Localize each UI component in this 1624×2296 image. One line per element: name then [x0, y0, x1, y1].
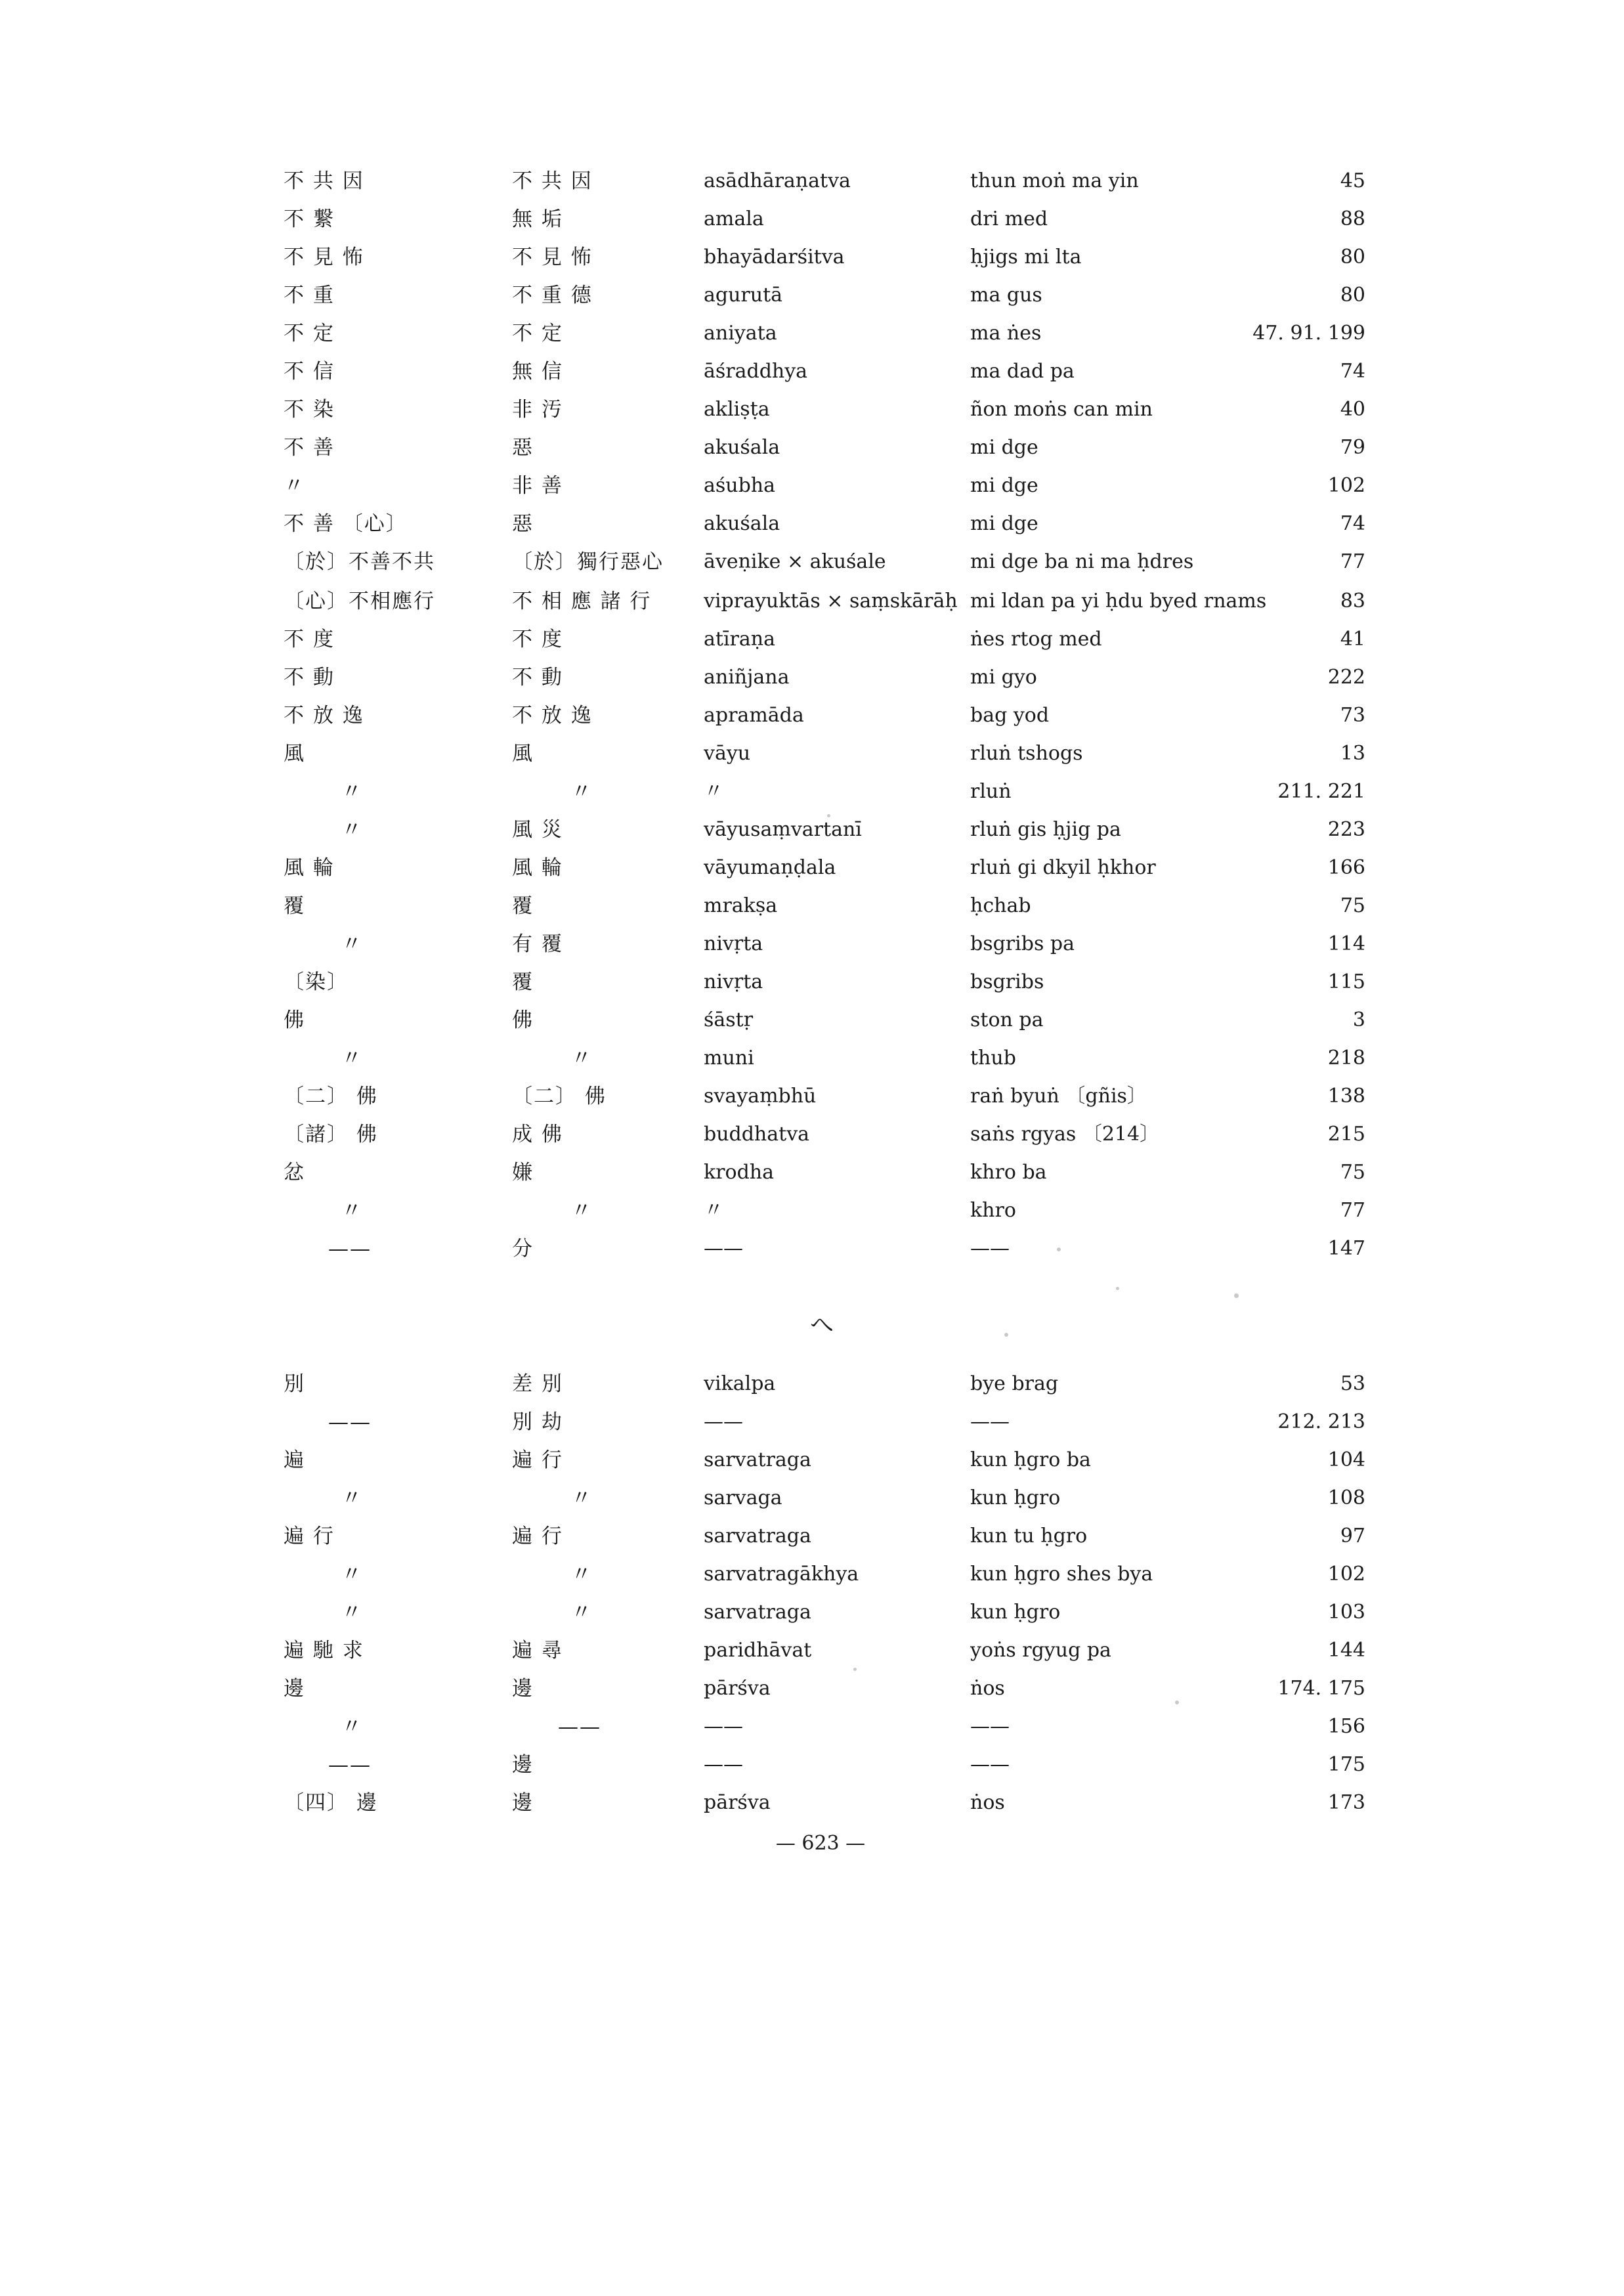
chinese-term-a: —— — [328, 1237, 372, 1261]
page-refs: 222 — [1327, 666, 1365, 689]
tibetan-term: rluṅ — [970, 780, 1012, 803]
page-refs: 223 — [1327, 818, 1365, 841]
sanskrit-term: nivṛta — [704, 970, 763, 993]
sanskrit-term: akuśala — [704, 436, 780, 459]
index-row — [0, 429, 1624, 466]
index-row — [0, 1670, 1624, 1707]
chinese-term-a: 不 度 — [284, 628, 335, 651]
sanskrit-term: aśubha — [704, 474, 776, 497]
chinese-term-b: 無 信 — [512, 360, 563, 383]
sanskrit-term: mrakṣa — [704, 894, 778, 917]
chinese-term-b: 有 覆 — [512, 932, 563, 956]
chinese-term-a: 〃 — [341, 1601, 363, 1624]
chinese-term-b: 〃 — [571, 1563, 593, 1586]
section-heading: へ — [810, 1312, 834, 1339]
chinese-term-b: 〃 — [571, 780, 593, 804]
page-refs: 74 — [1340, 512, 1365, 535]
tibetan-term: rluṅ gi dkyil ḥkhor — [970, 856, 1156, 879]
chinese-term-b: 〃 — [571, 1486, 593, 1510]
tibetan-term: ṅos — [970, 1677, 1005, 1700]
chinese-term-b: 不 共 因 — [512, 169, 593, 193]
tibetan-term: ston pa — [970, 1008, 1044, 1031]
chinese-term-a: 不 共 因 — [284, 169, 364, 193]
chinese-term-b: 不 相 應 諸 行 — [512, 590, 652, 613]
chinese-term-a: 〃 — [341, 1199, 363, 1223]
tibetan-term: thun moṅ ma yin — [970, 169, 1139, 192]
sanskrit-term: svayaṃbhū — [704, 1085, 817, 1108]
index-row — [0, 1366, 1624, 1402]
tibetan-term: thub — [970, 1047, 1016, 1070]
sanskrit-term: —— — [704, 1237, 743, 1260]
chinese-term-a: 不 染 — [284, 398, 335, 422]
page-refs: 3 — [1352, 1008, 1365, 1031]
page-refs: 75 — [1340, 894, 1365, 917]
page-refs: 104 — [1327, 1448, 1365, 1471]
index-row — [0, 1078, 1624, 1115]
index-row — [0, 1154, 1624, 1191]
chinese-term-a: —— — [328, 1410, 372, 1434]
chinese-term-b: 〔二〕 佛 — [512, 1085, 607, 1108]
index-row — [0, 735, 1624, 772]
chinese-term-b: 不 動 — [512, 666, 563, 689]
index-row — [0, 1040, 1624, 1077]
index-row — [0, 506, 1624, 542]
page-refs: 211. 221 — [1277, 780, 1365, 803]
index-row — [0, 544, 1624, 580]
chinese-term-a: 風 — [284, 742, 305, 766]
chinese-term-a: 〃 — [284, 474, 305, 498]
chinese-term-a: 不 見 怖 — [284, 246, 364, 269]
sanskrit-term: akliṣṭa — [704, 398, 770, 421]
chinese-term-b: 風 輪 — [512, 856, 563, 880]
index-row — [0, 697, 1624, 734]
chinese-term-b: 覆 — [512, 970, 534, 994]
index-row — [0, 1594, 1624, 1631]
sanskrit-term: viprayuktās × saṃskārāḥ — [704, 590, 958, 613]
chinese-term-b: 〃 — [571, 1199, 593, 1223]
index-row — [0, 621, 1624, 658]
chinese-term-a: 別 — [284, 1372, 305, 1396]
sanskrit-term: pārśva — [704, 1791, 771, 1814]
page-refs: 97 — [1340, 1525, 1365, 1548]
tibetan-term: —— — [970, 1753, 1010, 1776]
page-refs: 83 — [1340, 590, 1365, 613]
tibetan-term: kun ḥgro — [970, 1601, 1061, 1624]
scan-speck — [1004, 1333, 1008, 1337]
page-refs: 73 — [1340, 704, 1365, 727]
page-refs: 114 — [1327, 932, 1365, 955]
page-refs: 41 — [1340, 628, 1365, 651]
chinese-term-b: 〔於〕獨行惡心 — [512, 550, 664, 574]
index-row — [0, 163, 1624, 200]
index-row — [0, 1785, 1624, 1821]
tibetan-term: kun ḥgro shes bya — [970, 1563, 1153, 1586]
chinese-term-b: 分 — [512, 1237, 534, 1261]
chinese-term-a: 〃 — [341, 1047, 363, 1070]
page-refs: 103 — [1327, 1601, 1365, 1624]
sanskrit-term: krodha — [704, 1161, 774, 1184]
tibetan-term: rluṅ gis ḥjig pa — [970, 818, 1121, 841]
index-row — [0, 277, 1624, 314]
tibetan-term: ḥchab — [970, 894, 1031, 917]
page-refs: 102 — [1327, 474, 1365, 497]
tibetan-term: ma ṅes — [970, 322, 1042, 345]
page-refs: 175 — [1327, 1753, 1365, 1776]
sanskrit-term: —— — [704, 1753, 743, 1776]
index-row — [0, 850, 1624, 886]
chinese-term-a: 邊 — [284, 1677, 305, 1700]
index-row — [0, 1002, 1624, 1039]
tibetan-term: mi dge ba ni ma ḥdres — [970, 550, 1194, 573]
page-number: — 623 — — [775, 1832, 866, 1855]
tibetan-term: —— — [970, 1237, 1010, 1260]
page-refs: 47. 91. 199 — [1252, 322, 1365, 345]
page-refs: 215 — [1327, 1123, 1365, 1146]
index-row — [0, 1708, 1624, 1745]
sanskrit-term: nivṛta — [704, 932, 763, 955]
chinese-term-b: 佛 — [512, 1008, 534, 1032]
sanskrit-term: amala — [704, 207, 764, 230]
index-row — [0, 1746, 1624, 1783]
index-row — [0, 1404, 1624, 1440]
scan-speck — [1116, 1287, 1119, 1290]
index-row — [0, 773, 1624, 810]
page-refs: 174. 175 — [1277, 1677, 1365, 1700]
chinese-term-a: 風 輪 — [284, 856, 335, 880]
chinese-term-b: 無 垢 — [512, 207, 563, 231]
tibetan-term: yoṅs rgyug pa — [970, 1639, 1111, 1662]
page-refs: 144 — [1327, 1639, 1365, 1662]
page-refs: 218 — [1327, 1047, 1365, 1070]
tibetan-term: saṅs rgyas 〔214〕 — [970, 1123, 1160, 1146]
sanskrit-term: sarvatragākhya — [704, 1563, 859, 1586]
page-refs: 45 — [1340, 169, 1365, 192]
scan-speck — [1234, 1293, 1239, 1298]
tibetan-term: kun tu ḥgro — [970, 1525, 1088, 1548]
chinese-term-a: 忿 — [284, 1161, 305, 1184]
sanskrit-term: vāyumaṇḍala — [704, 856, 836, 879]
tibetan-term: bag yod — [970, 704, 1050, 727]
sanskrit-term: apramāda — [704, 704, 804, 727]
chinese-term-b: 嫌 — [512, 1161, 534, 1184]
page-refs: 173 — [1327, 1791, 1365, 1814]
sanskrit-term: asādhāraṇatva — [704, 169, 851, 192]
tibetan-term: bsgribs — [970, 970, 1044, 993]
tibetan-term: mi dge — [970, 436, 1038, 459]
tibetan-term: kun ḥgro — [970, 1486, 1061, 1509]
page-refs: 166 — [1327, 856, 1365, 879]
chinese-term-a: 不 動 — [284, 666, 335, 689]
sanskrit-term: bhayādarśitva — [704, 246, 845, 269]
chinese-term-a: 〔二〕 佛 — [284, 1085, 378, 1108]
sanskrit-term: aniyata — [704, 322, 777, 345]
chinese-term-a: 覆 — [284, 894, 305, 918]
tibetan-term: ṅes rtog med — [970, 628, 1102, 651]
chinese-term-a: 不 善 — [284, 436, 335, 460]
page-refs: 115 — [1327, 970, 1365, 993]
chinese-term-a: 遍 — [284, 1448, 305, 1472]
chinese-term-b: 〃 — [571, 1601, 593, 1624]
page-refs: 80 — [1340, 284, 1365, 307]
sanskrit-term: vikalpa — [704, 1372, 776, 1395]
chinese-term-a: 〃 — [341, 1715, 363, 1739]
index-row — [0, 1192, 1624, 1229]
chinese-term-a: 〔四〕 邊 — [284, 1791, 378, 1815]
chinese-term-a: 不 善 〔心〕 — [284, 512, 408, 536]
chinese-term-a: 〔染〕 — [284, 970, 349, 994]
sanskrit-term: sarvatraga — [704, 1601, 811, 1624]
chinese-term-b: 不 度 — [512, 628, 563, 651]
tibetan-term: kun ḥgro ba — [970, 1448, 1091, 1471]
chinese-term-a: 不 信 — [284, 360, 335, 383]
page-refs: 156 — [1327, 1715, 1365, 1738]
chinese-term-a: 遍 馳 求 — [284, 1639, 364, 1662]
page-refs: 102 — [1327, 1563, 1365, 1586]
chinese-term-b: 風 — [512, 742, 534, 766]
chinese-term-a: 不 繋 — [284, 207, 335, 231]
chinese-term-b: 邊 — [512, 1753, 534, 1777]
chinese-term-b: 差 別 — [512, 1372, 563, 1396]
chinese-term-a: 遍 行 — [284, 1525, 335, 1548]
chinese-term-b: 惡 — [512, 512, 534, 536]
chinese-term-b: 不 定 — [512, 322, 563, 345]
tibetan-term: khro — [970, 1199, 1016, 1222]
page-refs: 88 — [1340, 207, 1365, 230]
sanskrit-term: —— — [704, 1410, 743, 1433]
index-row — [0, 391, 1624, 428]
tibetan-term: dri med — [970, 207, 1048, 230]
chinese-term-a: 佛 — [284, 1008, 305, 1032]
chinese-term-b: 惡 — [512, 436, 534, 460]
chinese-term-b: 邊 — [512, 1677, 534, 1700]
tibetan-term: bye brag — [970, 1372, 1059, 1395]
sanskrit-term: āveṇike × akuśale — [704, 550, 886, 573]
index-row — [0, 1632, 1624, 1669]
sanskrit-term: vāyusaṃvartanī — [704, 818, 862, 841]
chinese-term-b: 〃 — [571, 1047, 593, 1070]
index-row — [0, 1556, 1624, 1593]
page-refs: 75 — [1340, 1161, 1365, 1184]
chinese-term-b: 非 汚 — [512, 398, 563, 422]
chinese-term-a: 〃 — [341, 1486, 363, 1510]
tibetan-term: mi gyo — [970, 666, 1037, 689]
chinese-term-a: 〃 — [341, 1563, 363, 1586]
tibetan-term: ñon moṅs can min — [970, 398, 1153, 421]
index-row — [0, 659, 1624, 696]
chinese-term-b: —— — [558, 1715, 601, 1739]
sanskrit-term: śāstṛ — [704, 1008, 754, 1031]
chinese-term-b: 不 見 怖 — [512, 246, 593, 269]
chinese-term-a: —— — [328, 1753, 372, 1777]
tibetan-term: rluṅ tshogs — [970, 742, 1083, 765]
chinese-term-b: 邊 — [512, 1791, 534, 1815]
page-refs: 77 — [1340, 550, 1365, 573]
index-row — [0, 353, 1624, 390]
index-row — [0, 1230, 1624, 1267]
chinese-term-a: 不 重 — [284, 284, 335, 307]
index-row — [0, 201, 1624, 238]
sanskrit-term: paridhāvat — [704, 1639, 812, 1662]
chinese-term-a: 〔於〕不善不共 — [284, 550, 435, 574]
sanskrit-term: atīraṇa — [704, 628, 775, 651]
index-row — [0, 812, 1624, 848]
chinese-term-b: 別 劫 — [512, 1410, 563, 1434]
tibetan-term: khro ba — [970, 1161, 1047, 1184]
page-refs: 80 — [1340, 246, 1365, 269]
chinese-term-b: 成 佛 — [512, 1123, 563, 1146]
page-refs: 53 — [1340, 1372, 1365, 1395]
chinese-term-a: 〃 — [341, 780, 363, 804]
index-row — [0, 1518, 1624, 1555]
index-row — [0, 964, 1624, 1001]
page-refs: 74 — [1340, 360, 1365, 383]
tibetan-term: bsgribs pa — [970, 932, 1075, 955]
chinese-term-b: 遍 行 — [512, 1448, 563, 1472]
tibetan-term: ma gus — [970, 284, 1042, 307]
sanskrit-term: buddhatva — [704, 1123, 810, 1146]
tibetan-term: —— — [970, 1410, 1010, 1433]
index-row — [0, 467, 1624, 504]
chinese-term-b: 覆 — [512, 894, 534, 918]
sanskrit-term: pārśva — [704, 1677, 771, 1700]
sanskrit-term: —— — [704, 1715, 743, 1738]
page-refs: 147 — [1327, 1237, 1365, 1260]
chinese-term-a: 〃 — [341, 818, 363, 842]
tibetan-term: mi ldan pa yi ḥdu byed rnams — [970, 590, 1267, 613]
chinese-term-b: 非 善 — [512, 474, 563, 498]
index-row — [0, 926, 1624, 963]
tibetan-term: ma dad pa — [970, 360, 1075, 383]
page-refs: 13 — [1340, 742, 1365, 765]
index-row — [0, 583, 1624, 620]
index-row — [0, 888, 1624, 924]
chinese-term-b: 不 重 德 — [512, 284, 593, 307]
sanskrit-term: sarvatraga — [704, 1448, 811, 1471]
chinese-term-a: 〔心〕不相應行 — [284, 590, 435, 613]
page-refs: 40 — [1340, 398, 1365, 421]
tibetan-term: ḥjigs mi lta — [970, 246, 1082, 269]
chinese-term-a: 〃 — [341, 932, 363, 956]
sanskrit-term: vāyu — [704, 742, 751, 765]
chinese-term-a: 不 定 — [284, 322, 335, 345]
page-refs: 79 — [1340, 436, 1365, 459]
tibetan-term: raṅ byuṅ 〔gñis〕 — [970, 1085, 1147, 1108]
index-row — [0, 1442, 1624, 1479]
index-row — [0, 1480, 1624, 1517]
sanskrit-term: aniñjana — [704, 666, 790, 689]
tibetan-term: —— — [970, 1715, 1010, 1738]
index-row — [0, 239, 1624, 276]
tibetan-term: mi dge — [970, 474, 1038, 497]
sanskrit-term: sarvaga — [704, 1486, 782, 1509]
index-row — [0, 315, 1624, 352]
sanskrit-term: 〃 — [704, 780, 723, 803]
sanskrit-term: 〃 — [704, 1199, 723, 1222]
chinese-term-a: 不 放 逸 — [284, 704, 364, 727]
sanskrit-term: muni — [704, 1047, 754, 1070]
chinese-term-b: 遍 行 — [512, 1525, 563, 1548]
chinese-term-b: 不 放 逸 — [512, 704, 593, 727]
chinese-term-b: 風 災 — [512, 818, 563, 842]
sanskrit-term: akuśala — [704, 512, 780, 535]
chinese-term-a: 〔諸〕 佛 — [284, 1123, 378, 1146]
sanskrit-term: agurutā — [704, 284, 783, 307]
chinese-term-b: 遍 尋 — [512, 1639, 563, 1662]
page-refs: 138 — [1327, 1085, 1365, 1108]
page-refs: 77 — [1340, 1199, 1365, 1222]
sanskrit-term: āśraddhya — [704, 360, 808, 383]
page-refs: 212. 213 — [1277, 1410, 1365, 1433]
index-row — [0, 1116, 1624, 1153]
sanskrit-term: sarvatraga — [704, 1525, 811, 1548]
tibetan-term: ṅos — [970, 1791, 1005, 1814]
page-refs: 108 — [1327, 1486, 1365, 1509]
tibetan-term: mi dge — [970, 512, 1038, 535]
